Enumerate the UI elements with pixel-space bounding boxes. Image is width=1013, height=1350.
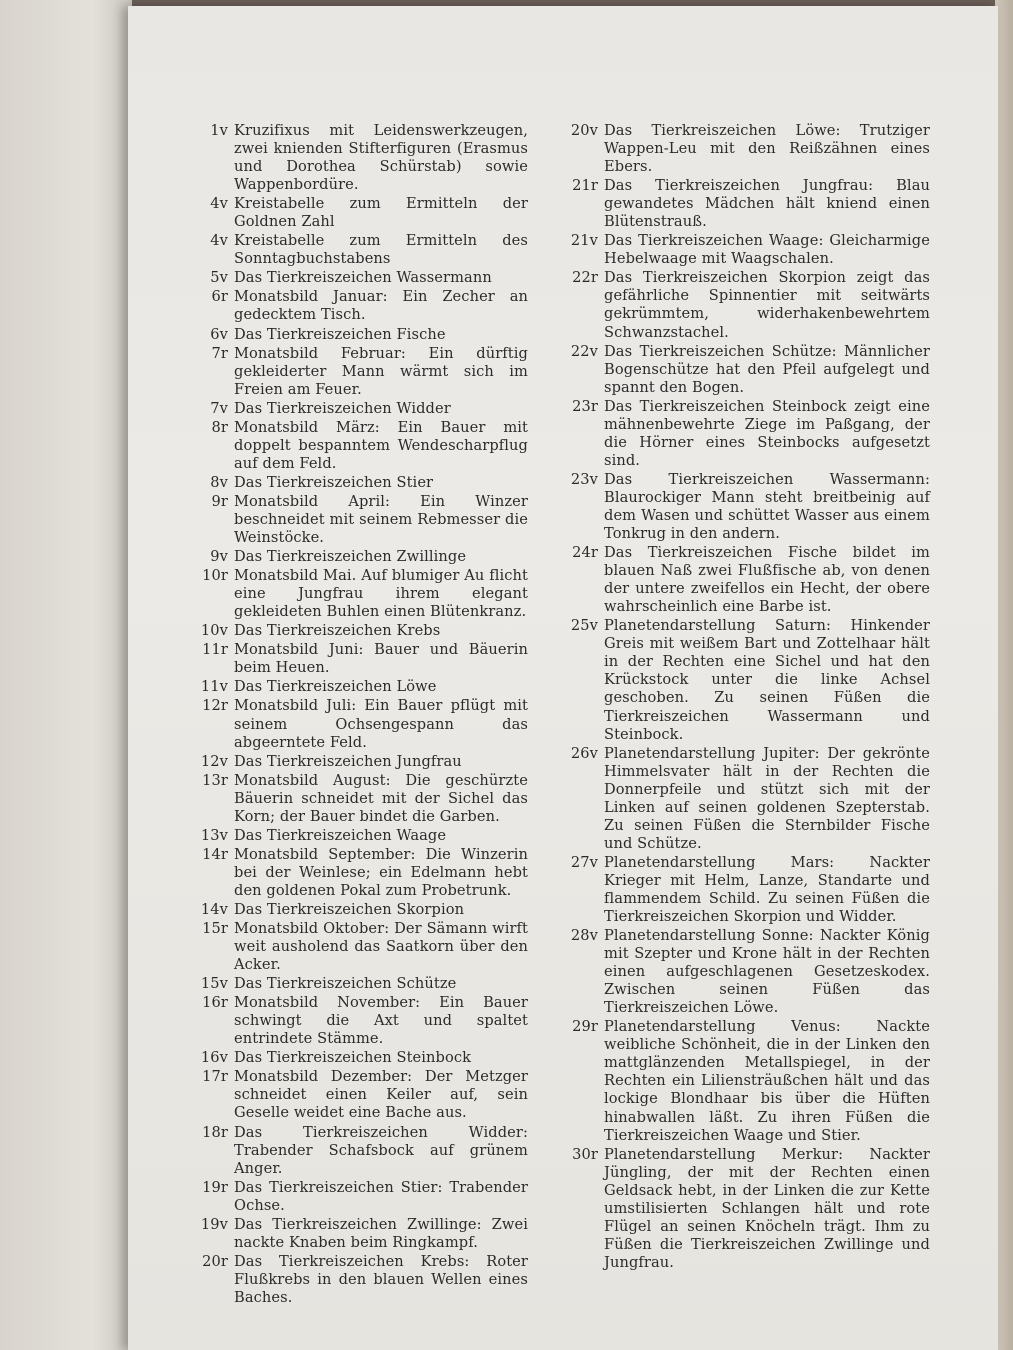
- entry-text: Monatsbild Mai. Auf blumiger Au flicht eine Jungfrau ihrem elegant gekleideten Buhlen einen Blütenkranz.: [234, 567, 528, 621]
- entry-text: Das Tierkreiszeichen Skorpion: [234, 900, 465, 918]
- entry-text: Kruzifixus mit Leidenswerkzeugen, zwei knienden Stifterfiguren (Erasmus und Dorothea Schürstab) sowie Wappenbordüre.: [234, 122, 528, 194]
- list-item: [170, 697, 528, 751]
- entry-text: Das Tierkreiszeichen Fische bildet im blauen Naß zwei Flußfische ab, von denen der untere zweifellos ein Hecht, der obere wahrscheinlich eine Barbe ist.: [604, 544, 930, 616]
- entry-text: Das Tierkreiszeichen Zwillinge: Zwei nackte Knaben beim Ringkampf.: [234, 1215, 528, 1251]
- list-item: [170, 975, 528, 993]
- folio-number: 9v: [210, 548, 228, 566]
- entry-text: Das Tierkreiszeichen Skorpion zeigt das gefährliche Spinnentier mit seitwärts gekrümmtem, widerhakenbewehrtem Schwanzstachel.: [604, 269, 930, 341]
- list-item: [170, 400, 528, 418]
- entry-text: Das Tierkreiszeichen Krebs: [234, 622, 441, 640]
- list-item: [170, 678, 528, 696]
- folio-number: 13r: [202, 771, 228, 789]
- entry-text: Das Tierkreiszeichen Löwe: [234, 678, 437, 696]
- folio-number: 4v: [210, 195, 228, 213]
- left-page-edge: [0, 0, 132, 1350]
- list-item: [170, 122, 528, 194]
- folio-number: 14r: [202, 845, 228, 863]
- folio-number: 10r: [202, 567, 228, 585]
- list-item: [170, 641, 528, 677]
- list-item: [170, 269, 528, 287]
- folio-number: 12v: [200, 752, 228, 770]
- list-item: [170, 772, 528, 826]
- list-item: [558, 927, 930, 1017]
- entry-text: Das Tierkreiszeichen Wassermann: [234, 269, 492, 287]
- folio-number: 8v: [210, 473, 228, 491]
- list-item: [170, 753, 528, 771]
- folio-number: 5v: [210, 269, 228, 287]
- folio-number: 6v: [210, 325, 228, 343]
- list-item: [170, 994, 528, 1048]
- entry-text: Das Tierkreiszeichen Fische: [234, 325, 446, 343]
- entry-text: Monatsbild Dezember: Der Metzger schneidet einen Keiler auf, sein Geselle weidet eine Bache aus.: [234, 1068, 528, 1122]
- book-page: [128, 6, 998, 1350]
- list-item: [170, 1253, 528, 1307]
- entry-text: Planetendarstellung Saturn: Hinkender Greis mit weißem Bart und Zottelhaar hält in der Rechten eine Sichel und hat den Krückstock unter die linke Achsel geschoben. Zu seinen Füßen die Tierkreiszeichen Wassermann und Steinbock.: [604, 617, 930, 743]
- entry-text: Das Tierkreiszeichen Waage: [234, 826, 447, 844]
- folio-number: 23r: [572, 397, 598, 415]
- list-item: [170, 1179, 528, 1215]
- entry-text: Monatsbild April: Ein Winzer beschneidet mit seinem Rebmesser die Weinstöcke.: [234, 492, 528, 547]
- entry-text: Das Tierkreiszeichen Jungfrau: Blau gewandetes Mädchen hält kniend einen Blütenstrauß.: [604, 177, 930, 231]
- list-item: [558, 177, 930, 231]
- entry-text: Das Tierkreiszeichen Jungfrau: [234, 752, 462, 770]
- list-item: [558, 544, 930, 616]
- list-item: [170, 920, 528, 974]
- list-item: [558, 269, 930, 341]
- right-column-list: [558, 122, 930, 1273]
- list-item: [170, 419, 528, 473]
- folio-number: 7v: [210, 399, 228, 417]
- list-item: [170, 846, 528, 900]
- entry-text: Monatsbild Januar: Ein Zecher an gedecktem Tisch.: [234, 288, 528, 324]
- folio-number: 15v: [200, 975, 228, 993]
- list-item: [170, 622, 528, 640]
- list-item: [558, 617, 930, 743]
- folio-number: 10v: [200, 622, 228, 640]
- list-item: [558, 471, 930, 543]
- entry-text: Das Tierkreiszeichen Steinbock: [234, 1049, 472, 1067]
- folio-number: 15r: [202, 920, 228, 938]
- folio-number: 25v: [570, 617, 598, 635]
- list-item: [170, 1124, 528, 1178]
- entry-text: Das Tierkreiszeichen Steinbock zeigt eine mähnenbewehrte Ziege im Paßgang, der die Hörner eines Steinbocks aufgesetzt sind.: [604, 397, 930, 469]
- list-item: [558, 854, 930, 926]
- entry-text: Planetendarstellung Merkur: Nackter Jüngling, der mit der Rechten einen Geldsack hebt, in der Linken die zur Kette umstilisierten Schlangen hält und rote Flügel an seinen Knöcheln trägt. Ihm zu Füßen die Tierkreiszeichen Zwillinge und Jungfrau.: [604, 1145, 930, 1271]
- folio-number: 27v: [570, 853, 598, 871]
- entry-text: Monatsbild Juni: Bauer und Bäuerin beim Heuen.: [234, 641, 528, 677]
- list-item: [170, 474, 528, 492]
- entry-text: Das Tierkreiszeichen Schütze: [234, 975, 457, 993]
- entry-text: Kreistabelle zum Ermitteln des Sonntagbuchstabens: [234, 232, 528, 268]
- folio-number: 20r: [202, 1252, 228, 1270]
- folio-number: 30r: [572, 1145, 598, 1163]
- folio-number: 29r: [572, 1018, 598, 1036]
- list-item: [170, 326, 528, 344]
- list-item: [170, 1068, 528, 1122]
- list-item: [558, 122, 930, 176]
- folio-number: 13v: [200, 826, 228, 844]
- list-item: [170, 345, 528, 399]
- list-item: [170, 493, 528, 547]
- folio-number: 1v: [210, 122, 228, 139]
- entry-text: Monatsbild November: Ein Bauer schwingt die Axt und spaltet entrindete Stämme.: [234, 994, 528, 1048]
- folio-number: 18r: [202, 1123, 228, 1141]
- entry-text: Kreistabelle zum Ermitteln der Goldnen Zahl: [234, 195, 528, 231]
- folio-number: 28v: [570, 927, 598, 945]
- list-item: [170, 288, 528, 324]
- folio-number: 21v: [570, 232, 598, 250]
- list-item: [170, 901, 528, 919]
- entry-text: Monatsbild September: Die Winzerin bei der Weinlese; ein Edelmann hebt den goldenen Pokal zum Probetrunk.: [234, 845, 528, 899]
- entry-text: Planetendarstellung Mars: Nackter Krieger mit Helm, Lanze, Standarte und flammendem Schild. Zu seinen Füßen die Tierkreiszeichen Skorpion und Widder.: [604, 853, 930, 926]
- folio-number: 16v: [200, 1049, 228, 1067]
- list-item: [170, 195, 528, 231]
- entry-text: Planetendarstellung Sonne: Nackter König mit Szepter und Krone hält in der Rechten einen aufgeschlagenen Gesetzeskodex. Zwischen seinen Füßen das Tierkreiszeichen Löwe.: [604, 927, 930, 1017]
- list-item: [558, 398, 930, 470]
- folio-number: 11r: [202, 641, 228, 659]
- entry-text: Monatsbild Februar: Ein dürftig gekleiderter Mann wärmt sich im Freien am Feuer.: [234, 344, 528, 398]
- list-item: [558, 1018, 930, 1144]
- entry-text: Monatsbild März: Ein Bauer mit doppelt bespanntem Wendescharpflug auf dem Feld.: [234, 418, 528, 472]
- folio-number: 12r: [202, 697, 228, 715]
- folio-number: 21r: [572, 177, 598, 195]
- folio-number: 4v: [210, 232, 228, 250]
- folio-number: 20v: [570, 122, 598, 139]
- entry-text: Das Tierkreiszeichen Stier: [234, 473, 434, 491]
- entry-text: Das Tierkreiszeichen Wassermann: Blaurockiger Mann steht breitbeinig auf dem Wasen und schüttet Wasser aus einem Tonkrug in den andern.: [604, 470, 930, 543]
- folio-number: 19v: [200, 1215, 228, 1233]
- folio-number: 9r: [211, 492, 228, 510]
- folio-number: 24r: [572, 544, 598, 562]
- list-item: [170, 1049, 528, 1067]
- folio-number: 11v: [200, 678, 228, 696]
- folio-number: 6r: [211, 288, 228, 306]
- entry-text: Das Tierkreiszeichen Zwillinge: [234, 548, 467, 566]
- folio-number: 7r: [211, 344, 228, 362]
- folio-number: 14v: [200, 900, 228, 918]
- list-item: [170, 548, 528, 566]
- folio-number: 23v: [570, 470, 598, 488]
- entry-text: Monatsbild Juli: Ein Bauer pflügt mit seinem Ochsengespann das abgeerntete Feld.: [234, 697, 528, 751]
- entry-text: Planetendarstellung Venus: Nackte weibliche Schönheit, die in der Linken den mattglänzenden Metallspiegel, in der Rechten ein Liliensträußchen hält und das lockige Blondhaar bis über die Hüften hinabwallen läßt. Zu ihren Füßen die Tierkreiszeichen Waage und Stier.: [604, 1018, 930, 1144]
- list-item: [170, 827, 528, 845]
- entry-text: Das Tierkreiszeichen Krebs: Roter Flußkrebs in den blauen Wellen eines Baches.: [234, 1252, 528, 1306]
- folio-number: 17r: [202, 1068, 228, 1086]
- list-item: [170, 567, 528, 621]
- folio-number: 19r: [202, 1178, 228, 1196]
- entry-text: Planetendarstellung Jupiter: Der gekrönte Himmelsvater hält in der Rechten die Donnerpfeile und stützt sich mit der Linken auf seinen goldenen Szepterstab. Zu seinen Füßen die Sternbilder Fische und Schütze.: [604, 744, 930, 852]
- list-item: [558, 1146, 930, 1272]
- list-item: [170, 232, 528, 268]
- left-column-list: [170, 122, 528, 1308]
- list-item: [558, 343, 930, 397]
- folio-number: 22v: [570, 342, 598, 360]
- entry-text: Das Tierkreiszeichen Stier: Trabender Ochse.: [234, 1178, 528, 1214]
- list-item: [558, 232, 930, 268]
- entry-text: Das Tierkreiszeichen Waage: Gleicharmige Hebelwaage mit Waagschalen.: [604, 232, 930, 268]
- folio-number: 26v: [570, 744, 598, 762]
- list-item: [170, 1216, 528, 1252]
- entry-text: Das Tierkreiszeichen Löwe: Trutziger Wappen-Leu mit den Reißzähnen eines Ebers.: [604, 122, 930, 176]
- entry-text: Das Tierkreiszeichen Widder: [234, 399, 451, 417]
- entry-text: Das Tierkreiszeichen Widder: Trabender Schafsbock auf grünem Anger.: [234, 1123, 528, 1177]
- entry-text: Monatsbild Oktober: Der Sämann wirft weit ausholend das Saatkorn über den Acker.: [234, 920, 528, 974]
- folio-number: 22r: [572, 269, 598, 287]
- entry-text: Das Tierkreiszeichen Schütze: Männlicher Bogenschütze hat den Pfeil aufgelegt und spannt den Bogen.: [604, 342, 930, 396]
- folio-number: 16r: [202, 994, 228, 1012]
- list-item: [558, 745, 930, 853]
- entry-text: Monatsbild August: Die geschürzte Bäuerin schneidet mit der Sichel das Korn; der Bauer bindet die Garben.: [234, 771, 528, 825]
- folio-number: 8r: [211, 418, 228, 436]
